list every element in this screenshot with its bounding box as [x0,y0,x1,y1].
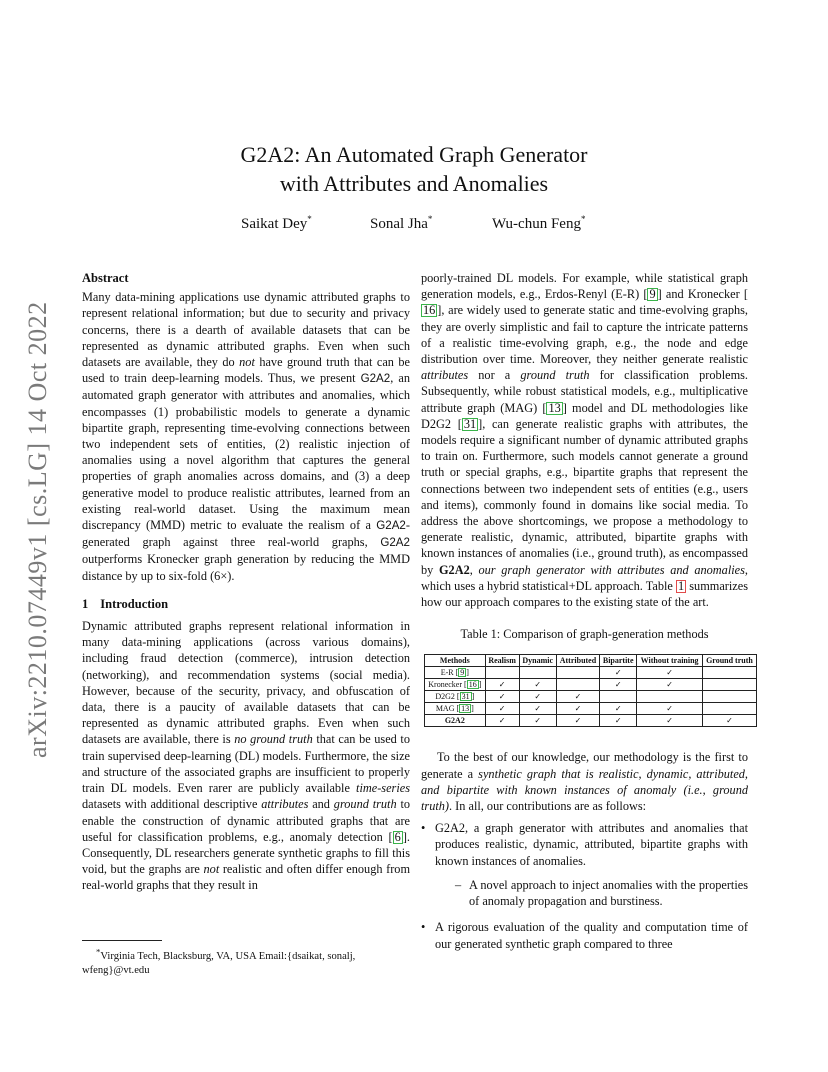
table-header: Ground truth [702,655,756,667]
table-header: Methods [425,655,486,667]
table-cell [556,679,599,691]
table-cell: ✓ [485,703,519,715]
table-cell: ✓ [600,667,637,679]
author-1: Saikat Dey* [241,214,312,232]
table-caption: Table 1: Comparison of graph-generation methods [460,627,709,642]
table-cell [702,667,756,679]
citation-link[interactable]: 31 [461,692,470,702]
author-2: Sonal Jha* [370,214,433,232]
sub-list [435,877,748,909]
table-cell: ✓ [519,679,556,691]
table-cell: ✓ [519,703,556,715]
arxiv-side-identifier [8,288,62,768]
intro-paragraph-1: Dynamic attributed graphs represent relational information in many data-mining applications (across various domains), including fraud detection (commerce), intrusion detection (networking), and recommendation systems (social media). However, because of the security, privacy, and obfuscation of data, there is a paucity of available datasets that can be represented as dynamic attributed graphs. Even when such datasets are available, there is no ground truth that can be used to train supervised deep-learning (DL) models. Furthermore, the size and structure of the associated graphs are insufficient to properly train DL models. Even rarer are publicly available time-series datasets with additional descriptive attributes and ground truth to enable the construction of dynamic attributed graphs that are useful for classification problems, e.g., anomaly detection [ 6 ]. Consequently, DL researchers generate synthetic graphs to fill this void, but the graphs are not realistic and often differ enough from real-world graphs that they result in [82,619,411,893]
table-cell: ✓ [519,715,556,727]
table-cell: ✓ [600,715,637,727]
table-header: Without training [637,655,703,667]
table-cell-method: Kronecker [ 16 ] [425,679,486,691]
table-row [425,691,757,703]
table-cell: ✓ [637,679,703,691]
table-cell: ✓ [637,667,703,679]
table-header-row [425,655,757,667]
abstract-heading: Abstract [82,271,129,285]
citation-link[interactable]: 31 [463,416,477,431]
table-cell: ✓ [702,715,756,727]
table-row [425,703,757,715]
table-cell: ✓ [519,691,556,703]
table-cell-method: MAG [ 13 ] [425,703,486,715]
table-cell: ✓ [637,715,703,727]
citation-link[interactable]: 16 [468,680,477,690]
table-row [425,679,757,691]
list-item: – A novel approach to inject anomalies with the properties of anomaly propagation and burstiness. [455,877,748,909]
comparison-table [424,654,757,727]
table-cell: ✓ [600,703,637,715]
list-item: • A rigorous evaluation of the quality and computation time of our generated synthetic graph compared to three [421,920,748,951]
table-cell [702,703,756,715]
citation-link[interactable]: 9 [460,668,465,678]
table-cell-method: D2G2 [ 31 ] [425,691,486,703]
table-cell [600,691,637,703]
citation-link[interactable]: 13 [461,704,470,714]
bullet-icon: • [421,920,426,935]
table-header: Realism [485,655,519,667]
contribution-list [421,820,748,951]
citation-link[interactable]: 9 [649,287,656,302]
table-cell [637,691,703,703]
table-reference-link[interactable]: 1 [677,578,685,593]
table-cell-method: G2A2 [425,715,486,727]
title-line-1: G2A2: An Automated Graph Generator [240,142,588,167]
table-header: Bipartite [600,655,637,667]
table-cell [519,667,556,679]
left-column [82,270,410,894]
section-heading-introduction: 1 Introduction [82,596,169,611]
table-cell: ✓ [485,679,519,691]
table-cell-method: E-R [ 9 ] [425,667,486,679]
citation-link[interactable]: 16 [423,303,436,318]
citation-link[interactable]: 13 [548,400,561,415]
author-affiliation-footnote: *Virginia Tech, Blacksburg, VA, USA Email:{dsaikat, sonalj, wfeng}@vt.edu [82,940,410,978]
table-cell: ✓ [485,715,519,727]
table-header: Dynamic [519,655,556,667]
list-item: • G2A2, a graph generator with attributes and anomalies that produces realistic, dynamic, attributed, bipartite graphs with known instances of anomalies. – A novel approach to inject anomalies with the properties of anomaly propagation and burstiness. [421,821,748,909]
table-header: Attributed [556,655,599,667]
author-list [0,214,828,236]
contribution-intro-paragraph: To the best of our knowledge, our methodology is the first to generate a synthetic graph that is realistic, dynamic, attributed, and bipartite with known instances of anomaly (i.e., ground truth). In all, our contributions are as follows: [421,750,749,814]
abstract-text: Many data-mining applications use dynamic attributed graphs to represent relational information; but due to security and privacy concerns, there is a dearth of available datasets that can be represented as dynamic attributed graphs. Even when such datasets are available, they do not have ground truth that can be used to train deep-learning models. Thus, we present G2A2, an automated graph generator with attributes and anomalies, which encompasses (1) probabilistic models to generate a dynamic bipartite graph, representing time-evolving connections between two independent sets of entities, (2) realistic injection of anomalies using a novel algorithm that captures the general properties of graph anomalies across domains, and (3) a deep generative model to produce realistic attributes, learned from an existing real-world dataset. Using the maximum mean discrepancy (MMD) metric to evaluate the realism of a G2A2-generated graph against three real-world graphs, G2A2 outperforms Kronecker graph generation by reducing the MMD distance by up to six-fold (6×). [82,290,410,583]
bullet-icon: • [421,821,426,836]
title-line-2: with Attributes and Anomalies [279,171,549,196]
table-cell: ✓ [556,691,599,703]
table-cell: ✓ [556,715,599,727]
table-cell [556,667,599,679]
paper-title [150,140,678,198]
intro-paragraph-1-continued: poorly-trained DL models. For example, while statistical graph generation models, e.g., Erdos-Renyl (E-R) [ 9 ] and Kronecker [16 ], are widely used to generate static and time-evolving graphs, they are overly simplistic and fail to capture the intricate patterns of a realistic time-evolving graph, e.g., the node and edge distribution over time. Moreover, they neither generate realistic attributes nor a ground truth for classification problems. Subsequently, while robust statistical models, e.g., multiplicative attribute graph (MAG) [ 13 ] model and DL methodologies like D2G2 [ 31 ], can generate realistic graphs with attributes, the models require a significant number of dynamic attributed graphs to train on. Furthermore, such models cannot generate a ground truth or special graphs, e.g., bipartite graphs that represent the connections between two independent sets of entities (e.g., users and items), commonly found in domains like social media. To address the above shortcomings, we propose a methodology to generate realistic, dynamic, attributed, bipartite graphs with known instances of anomalies (i.e., ground truth), as encompassed by G2A2, our graph generator with attributes and anomalies, which uses a hybrid statistical+DL approach. Table 1 summarizes how our approach compares to the existing state of the art. [421,271,748,610]
table-cell [485,667,519,679]
author-3: Wu-chun Feng* [492,214,586,232]
table-cell: ✓ [600,679,637,691]
table-cell: ✓ [637,703,703,715]
table-cell [702,691,756,703]
table-row [425,667,757,679]
arxiv-id-text: arXiv:2210.07449v1 [cs.LG] 14 Oct 2022 [23,301,52,758]
dash-icon: – [455,877,462,892]
table-row [425,715,757,727]
table-cell: ✓ [485,691,519,703]
right-column [421,270,753,962]
citation-link[interactable]: 6 [394,829,401,844]
table-cell [702,679,756,691]
footnote-rule [82,940,162,941]
table-cell: ✓ [556,703,599,715]
